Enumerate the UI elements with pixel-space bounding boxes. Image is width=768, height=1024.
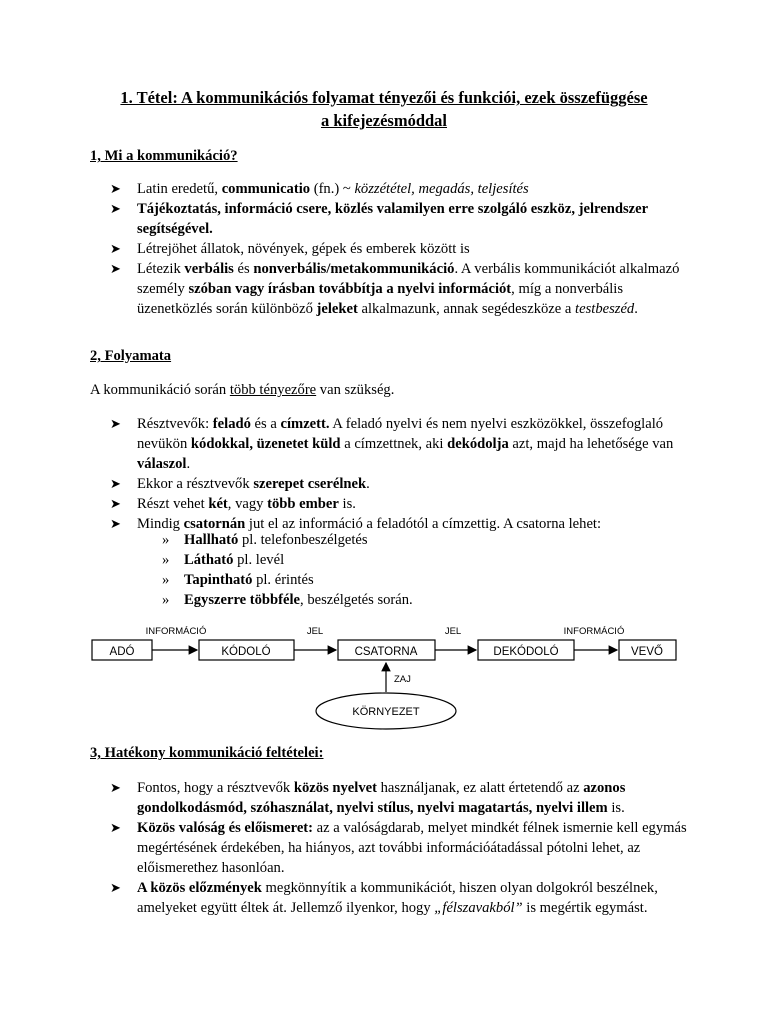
list-item: ➤ Közös valóság és előismeret: az a valóságdarab, melyet mindkét félnek ismernie kell egymás megértésének érdekében, ha hiányos, azt további információátadással pótolni lehet, az előismerethez hasonlóan.: [110, 820, 687, 876]
arrowhead-bullet-icon: ➤: [110, 516, 121, 531]
section-2-list: [110, 414, 690, 534]
section-2-intro: A kommunikáció során több tényezőre van szükség.: [90, 382, 395, 398]
arrow-label: JEL: [444, 626, 462, 637]
list-item: ➤ Résztvevők: feladó és a címzett. A feladó nyelvi és nem nyelvi eszközökkel, összefoglaló nevükön kódokkal, üzenetet küld a címzettnek, aki dekódolja azt, majd ha lehetősége van válaszol.: [110, 416, 674, 472]
svg-text:VEVŐ: VEVŐ: [631, 646, 663, 658]
section-3-list: [110, 778, 690, 918]
title-line-2: a kifejezésmóddal: [320, 111, 448, 130]
noise-label: ZAJ: [394, 674, 411, 685]
double-chevron-bullet-icon: »: [162, 572, 170, 588]
sub-list-item: » Hallható pl. telefonbeszélgetés: [162, 532, 368, 548]
diagram-box-csatorna: [338, 640, 435, 660]
list-item: ➤ Részt vehet két, vagy több ember is.: [110, 496, 356, 512]
list-item: ➤ Latin eredetű, communicatio (fn.) ~ közzététel, megadás, teljesítés: [110, 181, 529, 197]
arrowhead-bullet-icon: ➤: [110, 820, 121, 835]
arrow-label: INFORMÁCIÓ: [563, 626, 625, 637]
list-item: ➤ A közös előzmények megkönnyítik a kommunikációt, hiszen olyan dolgokról beszélnek, amelyeket együtt éltek át. Jellemző ilyenkor, hogy „félszavakból” is megértik egymást.: [110, 880, 658, 916]
section-1-list: [110, 179, 690, 319]
svg-text:CSATORNA: CSATORNA: [354, 646, 418, 658]
arrowhead-bullet-icon: ➤: [110, 496, 121, 511]
list-item: ➤ Mindig csatornán jut el az információ a feladótól a címzettig. A csatorna lehet:: [110, 516, 602, 532]
arrowhead-bullet-icon: ➤: [110, 261, 121, 276]
arrowhead-bullet-icon: ➤: [110, 476, 121, 491]
list-item: ➤ Fontos, hogy a résztvevők közös nyelvet használjanak, ez alatt értetendő az azonos gondolkodásmód, szóhasználat, nyelvi stílus, nyelvi magatartás, nyelvi illem is.: [110, 780, 626, 816]
arrowhead-bullet-icon: ➤: [110, 241, 121, 256]
arrowhead-bullet-icon: ➤: [110, 780, 121, 795]
arrowhead-bullet-icon: ➤: [110, 181, 121, 196]
title-line-1: 1. Tétel: A kommunikációs folyamat tényezői és funkciói, ezek összefüggése: [120, 88, 648, 107]
diagram-box-kodolo: [199, 640, 294, 660]
svg-text:KÓDOLÓ: KÓDOLÓ: [221, 646, 271, 658]
arrowhead-bullet-icon: ➤: [110, 416, 121, 431]
arrow-label: JEL: [306, 626, 324, 637]
double-chevron-bullet-icon: »: [162, 532, 170, 548]
diagram-box-vevo: [619, 640, 676, 660]
sub-list-item: » Látható pl. levél: [162, 552, 285, 568]
svg-text:KÖRNYEZET: KÖRNYEZET: [352, 706, 420, 718]
diagram-box-ado: [92, 640, 152, 660]
section-1-heading: 1, Mi a kommunikáció?: [90, 148, 238, 164]
list-item: ➤ Létezik verbális és nonverbális/metakommunikáció. A verbális kommunikációt alkalmazó személy szóban vagy írásban továbbítja a nyelvi információt, míg a nonverbális üzenetközlés során különböző jeleket alkalmazunk, annak segédeszköze a testbeszéd.: [110, 261, 680, 317]
section-2-heading: 2, Folyamata: [90, 348, 172, 364]
arrowhead-bullet-icon: ➤: [110, 880, 121, 895]
svg-text:DEKÓDOLÓ: DEKÓDOLÓ: [493, 646, 559, 658]
channel-sublist: [162, 530, 413, 610]
list-item: ➤ Ekkor a résztvevők szerepet cserélnek.: [110, 476, 370, 492]
arrowhead-bullet-icon: ➤: [110, 201, 121, 216]
communication-diagram: [90, 618, 690, 736]
list-item: ➤ Létrejöhet állatok, növények, gépek és emberek között is: [110, 241, 470, 257]
diagram-box-dekodolo: [478, 640, 574, 660]
double-chevron-bullet-icon: »: [162, 552, 170, 568]
arrow-label: INFORMÁCIÓ: [145, 626, 207, 637]
svg-text:ADÓ: ADÓ: [109, 646, 135, 658]
sub-list-item: » Egyszerre többféle, beszélgetés során.: [162, 592, 413, 608]
section-3-heading: 3, Hatékony kommunikáció feltételei:: [90, 745, 324, 761]
list-item: ➤ Tájékoztatás, információ csere, közlés valamilyen erre szolgáló eszköz, jelrendszer segítségével.: [110, 201, 648, 237]
page-title: [60, 86, 708, 132]
double-chevron-bullet-icon: »: [162, 592, 170, 608]
environment-ellipse: [316, 693, 456, 729]
sub-list-item: » Tapintható pl. érintés: [162, 572, 314, 588]
